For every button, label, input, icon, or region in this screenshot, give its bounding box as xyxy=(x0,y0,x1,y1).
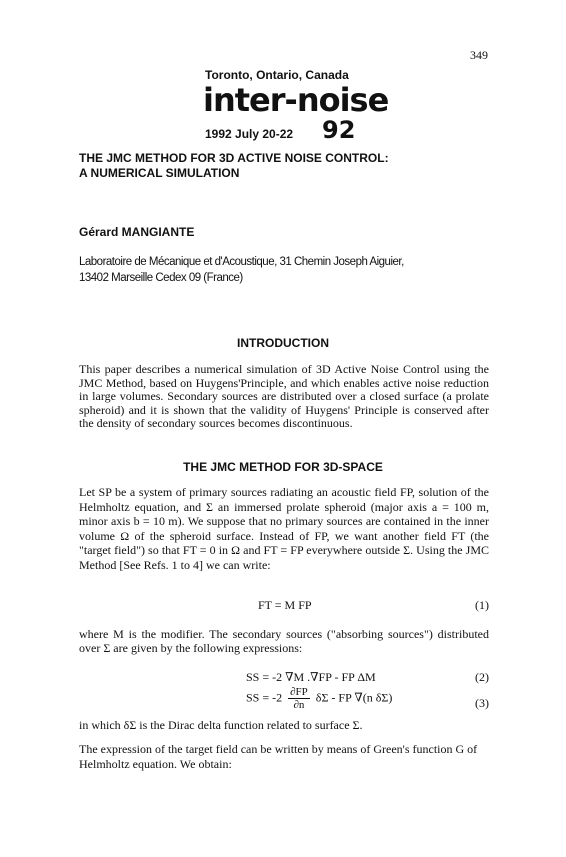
equation-2-number: (2) xyxy=(475,670,489,684)
conference-date: 1992 July 20-22 xyxy=(205,127,294,141)
page-number: 349 xyxy=(470,48,488,62)
conference-location: Toronto, Ontario, Canada xyxy=(205,68,349,82)
equation-3-suffix: δΣ - FP ∇(n δΣ) xyxy=(315,690,393,705)
equation-3-prefix: SS = -2 xyxy=(246,690,283,705)
equation-3-fraction xyxy=(288,686,310,711)
author-affiliation xyxy=(79,254,479,286)
jmc-method-heading: THE JMC METHOD FOR 3D-SPACE xyxy=(183,460,383,474)
conference-logo: inter-noise xyxy=(203,81,389,119)
equation-1-number: (1) xyxy=(475,598,489,612)
conference-year: 92 xyxy=(322,116,356,144)
jmc-method-paragraph: Let SP be a system of primary sources radiating an acoustic field FP, solution of the Helmholtz equation, and Σ an immersed prolate spheroid (major axis a = 100 m, minor axis b = 10 m). We suppose that no primary sources are contained in the inner volume Ω of the spheroid surface. Instead of FP, we want another field FT (the "target field") so that FT = 0 in Ω and FT = FP everywhere outside Σ. Using the JMC Method [See Refs. 1 to 4] we can write: xyxy=(79,485,489,572)
title-line-2: A NUMERICAL SIMULATION xyxy=(79,166,240,180)
paper-title xyxy=(79,151,499,181)
fraction-denominator: ∂n xyxy=(293,699,305,711)
fraction-numerator: ∂FP xyxy=(290,686,308,698)
introduction-paragraph: This paper describes a numerical simulation of 3D Active Noise Control using the JMC Method, based on Huygens'Principle, and which enables active noise reduction in large volumes. Secondary sources are distributed over a closed surface (a prolate spheroid) and it is shown that the validity of Huygens' Principle is conserved after the density of secondary sources becomes discontinuous. xyxy=(79,362,489,430)
green-function-paragraph: The expression of the target field can be written by means of Green's function G of Helmholtz equation. We obtain: xyxy=(79,742,478,771)
equation-3 xyxy=(246,686,392,711)
author-name: Gérard MANGIANTE xyxy=(79,225,195,239)
equation-2: SS = -2 ∇M .∇FP - FP ΔM xyxy=(246,670,376,684)
equation-3-number: (3) xyxy=(475,696,489,710)
dirac-paragraph: in which δΣ is the Dirac delta function related to surface Σ. xyxy=(79,718,363,732)
introduction-heading: INTRODUCTION xyxy=(237,336,329,350)
title-line-1: THE JMC METHOD FOR 3D ACTIVE NOISE CONTROL: xyxy=(79,151,389,165)
equation-1: FT = M FP xyxy=(258,598,312,612)
modifier-paragraph: where M is the modifier. The secondary sources ("absorbing sources") distributed over Σ are given by the following expressions: xyxy=(79,627,489,655)
affiliation-line-2: 13402 Marseille Cedex 09 (France) xyxy=(79,272,243,284)
affiliation-line-1: Laboratoire de Mécanique et d'Acoustique, 31 Chemin Joseph Aiguier, xyxy=(79,256,404,268)
